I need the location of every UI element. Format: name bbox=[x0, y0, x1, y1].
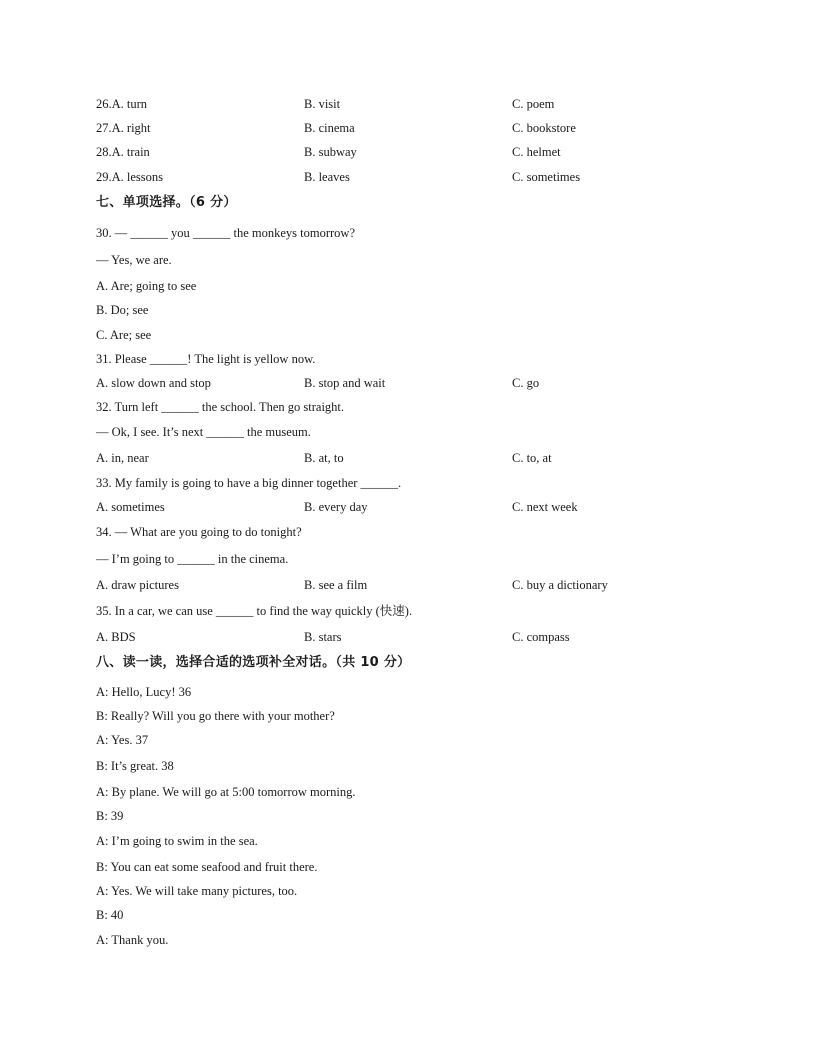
question-32-options bbox=[0, 449, 816, 467]
option-a: A. in, near bbox=[96, 451, 149, 465]
option-b: B. subway bbox=[304, 145, 357, 159]
dialogue-line: B: 40 bbox=[96, 908, 124, 922]
option-b: B. leaves bbox=[304, 170, 350, 184]
option-c: C. poem bbox=[512, 97, 555, 111]
question-33-stem: 33. My family is going to have a big dinner together ______. bbox=[96, 476, 402, 490]
option-b: B. cinema bbox=[304, 121, 355, 135]
question-34-options bbox=[0, 576, 816, 594]
option-row-26 bbox=[0, 95, 816, 113]
dialogue-line: B: You can eat some seafood and fruit there. bbox=[96, 860, 318, 874]
dialogue-line: A: Yes. 37 bbox=[96, 733, 149, 747]
question-34-reply: — I’m going to ______ in the cinema. bbox=[96, 552, 289, 566]
dialogue-line: B: 39 bbox=[96, 809, 124, 823]
dialogue-line: A: Yes. We will take many pictures, too. bbox=[96, 884, 298, 898]
option-a: 28.A. train bbox=[96, 145, 150, 159]
option-c: C. to, at bbox=[512, 451, 552, 465]
option-b: B. at, to bbox=[304, 451, 344, 465]
section-8-heading: 八、读一读，选择合适的选项补全对话。（共 10 分） bbox=[96, 655, 411, 670]
option-c: C. bookstore bbox=[512, 121, 576, 135]
question-30-stem: 30. — ______ you ______ the monkeys tomorrow? bbox=[96, 226, 356, 240]
question-32-stem: 32. Turn left ______ the school. Then go straight. bbox=[96, 400, 345, 414]
question-34-stem: 34. — What are you going to do tonight? bbox=[96, 525, 302, 539]
section-7-heading: 七、单项选择。（6 分） bbox=[96, 195, 237, 210]
option-b: B. visit bbox=[304, 97, 341, 111]
option-a: 27.A. right bbox=[96, 121, 151, 135]
question-30-option-c: C. Are; see bbox=[96, 328, 152, 342]
option-row-29 bbox=[0, 168, 816, 186]
option-c: C. compass bbox=[512, 630, 570, 644]
option-a: A. slow down and stop bbox=[96, 376, 211, 390]
dialogue-line: B: It’s great. 38 bbox=[96, 759, 174, 773]
option-b: B. every day bbox=[304, 500, 368, 514]
option-b: B. stop and wait bbox=[304, 376, 386, 390]
dialogue-line: A: Hello, Lucy! 36 bbox=[96, 685, 192, 699]
dialogue-line: A: Thank you. bbox=[96, 933, 169, 947]
option-c: C. go bbox=[512, 376, 540, 390]
option-a: 26.A. turn bbox=[96, 97, 148, 111]
question-35-options bbox=[0, 628, 816, 646]
question-35-stem: 35. In a car, we can use ______ to find the way quickly (快速). bbox=[96, 604, 413, 618]
question-31-stem: 31. Please ______! The light is yellow now. bbox=[96, 352, 316, 366]
option-c: C. sometimes bbox=[512, 170, 581, 184]
question-30-option-b: B. Do; see bbox=[96, 303, 149, 317]
question-33-options bbox=[0, 498, 816, 516]
option-a: A. draw pictures bbox=[96, 578, 179, 592]
option-b: B. see a film bbox=[304, 578, 368, 592]
dialogue-line: B: Really? Will you go there with your mother? bbox=[96, 709, 335, 723]
dialogue-line: A: I’m going to swim in the sea. bbox=[96, 834, 258, 848]
question-30-option-a: A. Are; going to see bbox=[96, 279, 197, 293]
option-b: B. stars bbox=[304, 630, 342, 644]
question-31-options bbox=[0, 374, 816, 392]
dialogue-line: A: By plane. We will go at 5:00 tomorrow morning. bbox=[96, 785, 356, 799]
option-c: C. helmet bbox=[512, 145, 561, 159]
option-a: A. BDS bbox=[96, 630, 136, 644]
option-row-27 bbox=[0, 119, 816, 137]
option-row-28 bbox=[0, 143, 816, 161]
question-30-reply: — Yes, we are. bbox=[96, 253, 172, 267]
question-32-reply: — Ok, I see. It’s next ______ the museum. bbox=[96, 425, 311, 439]
option-c: C. next week bbox=[512, 500, 578, 514]
option-a: A. sometimes bbox=[96, 500, 165, 514]
option-c: C. buy a dictionary bbox=[512, 578, 608, 592]
option-a: 29.A. lessons bbox=[96, 170, 164, 184]
